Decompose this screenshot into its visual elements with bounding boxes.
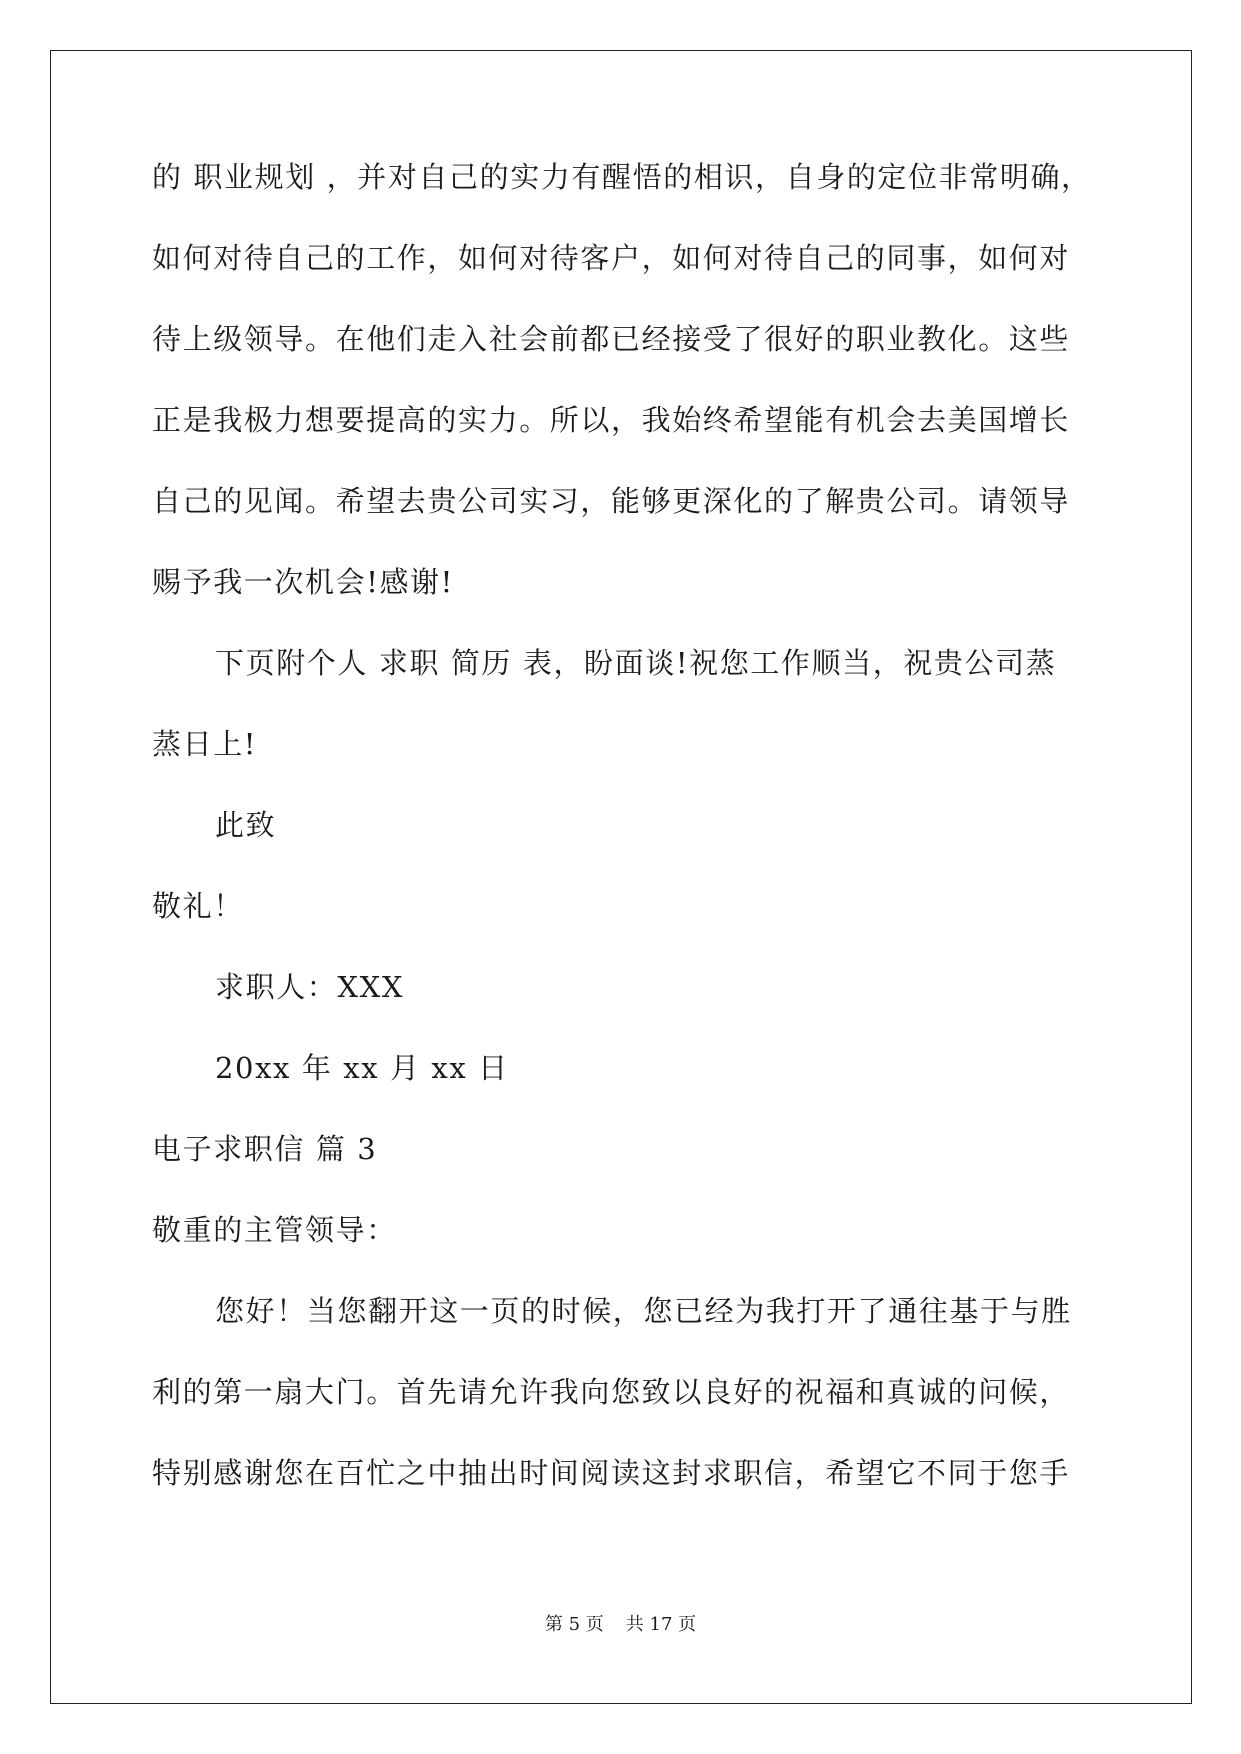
closing-respect: 敬礼！ <box>152 889 244 923</box>
signature-applicant: 求职人：XXX <box>215 970 405 1004</box>
letter-greeting: 敬重的主管领导： <box>152 1213 397 1247</box>
body-line: 如何对待自己的工作，如何对待客户，如何对待自己的同事，如何对 <box>152 241 1071 275</box>
body-line: 待上级领导。在他们走入社会前都已经接受了很好的职业教化。这些 <box>152 322 1071 356</box>
page-total: 共 17 页 <box>625 1614 697 1635</box>
body-line: 赐予我一次机会!感谢! <box>152 565 454 599</box>
body-line: 利的第一扇大门。首先请允许我向您致以良好的祝福和真诚的问候， <box>152 1375 1071 1409</box>
section-heading: 电子求职信 篇 3 <box>152 1132 378 1166</box>
body-line: 您好！当您翻开这一页的时候，您已经为我打开了通往基于与胜 <box>215 1294 1072 1328</box>
body-line: 的 职业规划 ，并对自己的实力有醒悟的相识，自身的定位非常明确， <box>152 160 1092 194</box>
body-line: 正是我极力想要提高的实力。所以，我始终希望能有机会去美国增长 <box>152 403 1071 437</box>
signature-date: 20xx 年 xx 月 xx 日 <box>215 1051 509 1085</box>
body-line: 蒸日上! <box>152 727 258 761</box>
body-line: 特别感谢您在百忙之中抽出时间阅读这封求职信，希望它不同于您手 <box>152 1456 1071 1490</box>
body-line: 自己的见闻。希望去贵公司实习，能够更深化的了解贵公司。请领导 <box>152 484 1071 518</box>
page-number: 第 5 页 <box>544 1614 604 1635</box>
page-footer <box>0 1615 1241 1635</box>
document-body <box>152 160 1092 1540</box>
body-line: 下页附个人 求职 简历 表，盼面谈!祝您工作顺当，祝贵公司蒸 <box>215 646 1057 680</box>
closing-salutation: 此致 <box>215 808 277 842</box>
